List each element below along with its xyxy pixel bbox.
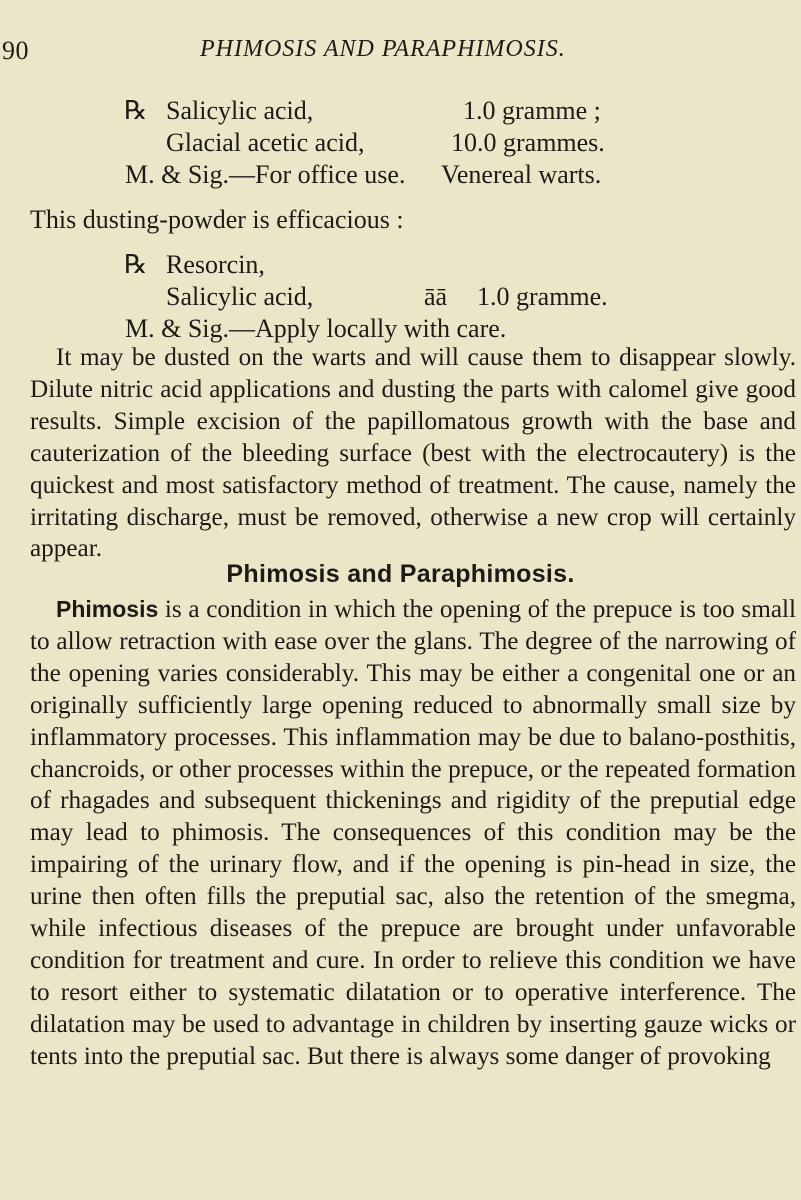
prescription-1-amount-2: 10.0 grammes. bbox=[451, 128, 605, 157]
prescription-1-ingredient-1: Salicylic acid, bbox=[166, 96, 314, 125]
prescription-1-ingredient-2: Glacial acetic acid, bbox=[166, 128, 365, 157]
paragraph-phimosis bbox=[30, 594, 796, 1073]
intro-text: This dusting-powder is efficacious : bbox=[30, 205, 404, 234]
prescription-2-amount: 1.0 gramme. bbox=[477, 282, 608, 311]
prescription-2-ingredient-1: Resorcin, bbox=[166, 250, 265, 279]
paragraph-2-text: is a condition in which the opening of the prepuce is too small to allow retraction with ease over the glans. The degree of the narrowing of the opening varies considerably. This may be either a congenital one or an originally sufficiently large opening reduced to abnormally small size by inflammatory processes. This inflammation may be due to balano-posthitis, chancroids, or other processes within the prepuce, or the repeated formation of rhagades and subsequent thickenings and rigidity of the preputial edge may lead to phimosis. The consequences of this condition may be the impairing of the urinary flow, and if the opening is pin-head in size, the urine then often fills the preputial sac, also the retention of the smegma, while infectious diseases of the prepuce are brought under unfavorable condition for treatment and cure. In order to relieve this condition we have to resort either to systematic dilatation or to operative interference. The dilatation may be used to advantage in children by inserting gauze wicks or tents into the preputial sac. But there is always some danger of provoking bbox=[30, 596, 796, 1070]
prescription-2-ingredient-2: Salicylic acid, bbox=[166, 282, 314, 311]
page-number: 90 bbox=[2, 36, 29, 65]
page-header bbox=[0, 36, 801, 76]
paragraph-warts-treatment bbox=[30, 342, 796, 565]
paragraph-1-text: It may be dusted on the warts and will cause them to disappear slowly. Dilute nitric acid applications and dusting the parts with calomel give good results. Simple excision of the papillomatous growth with the base and cauterization of the bleeding surface (best with the electrocautery) is the quickest and most satisfactory method of treatment. The cause, namely the irritating discharge, must be removed, otherwise a new crop will certainly appear. bbox=[30, 344, 796, 563]
prescription-2-ana: āā bbox=[424, 282, 448, 311]
rx-symbol: ℞ bbox=[124, 250, 148, 280]
run-in-heading: Phimosis bbox=[56, 596, 159, 622]
section-heading: Phimosis and Paraphimosis. bbox=[226, 560, 575, 588]
prescription-1-directions: M. & Sig.—For office use. bbox=[125, 160, 406, 189]
running-title: PHIMOSIS AND PARAPHIMOSIS. bbox=[200, 36, 566, 62]
prescription-1-amount-1: 1.0 gramme ; bbox=[463, 96, 601, 125]
prescription-1-note: Venereal warts. bbox=[441, 160, 602, 189]
prescription-2-directions: M. & Sig.—Apply locally with care. bbox=[125, 314, 507, 343]
rx-symbol: ℞ bbox=[124, 96, 148, 126]
